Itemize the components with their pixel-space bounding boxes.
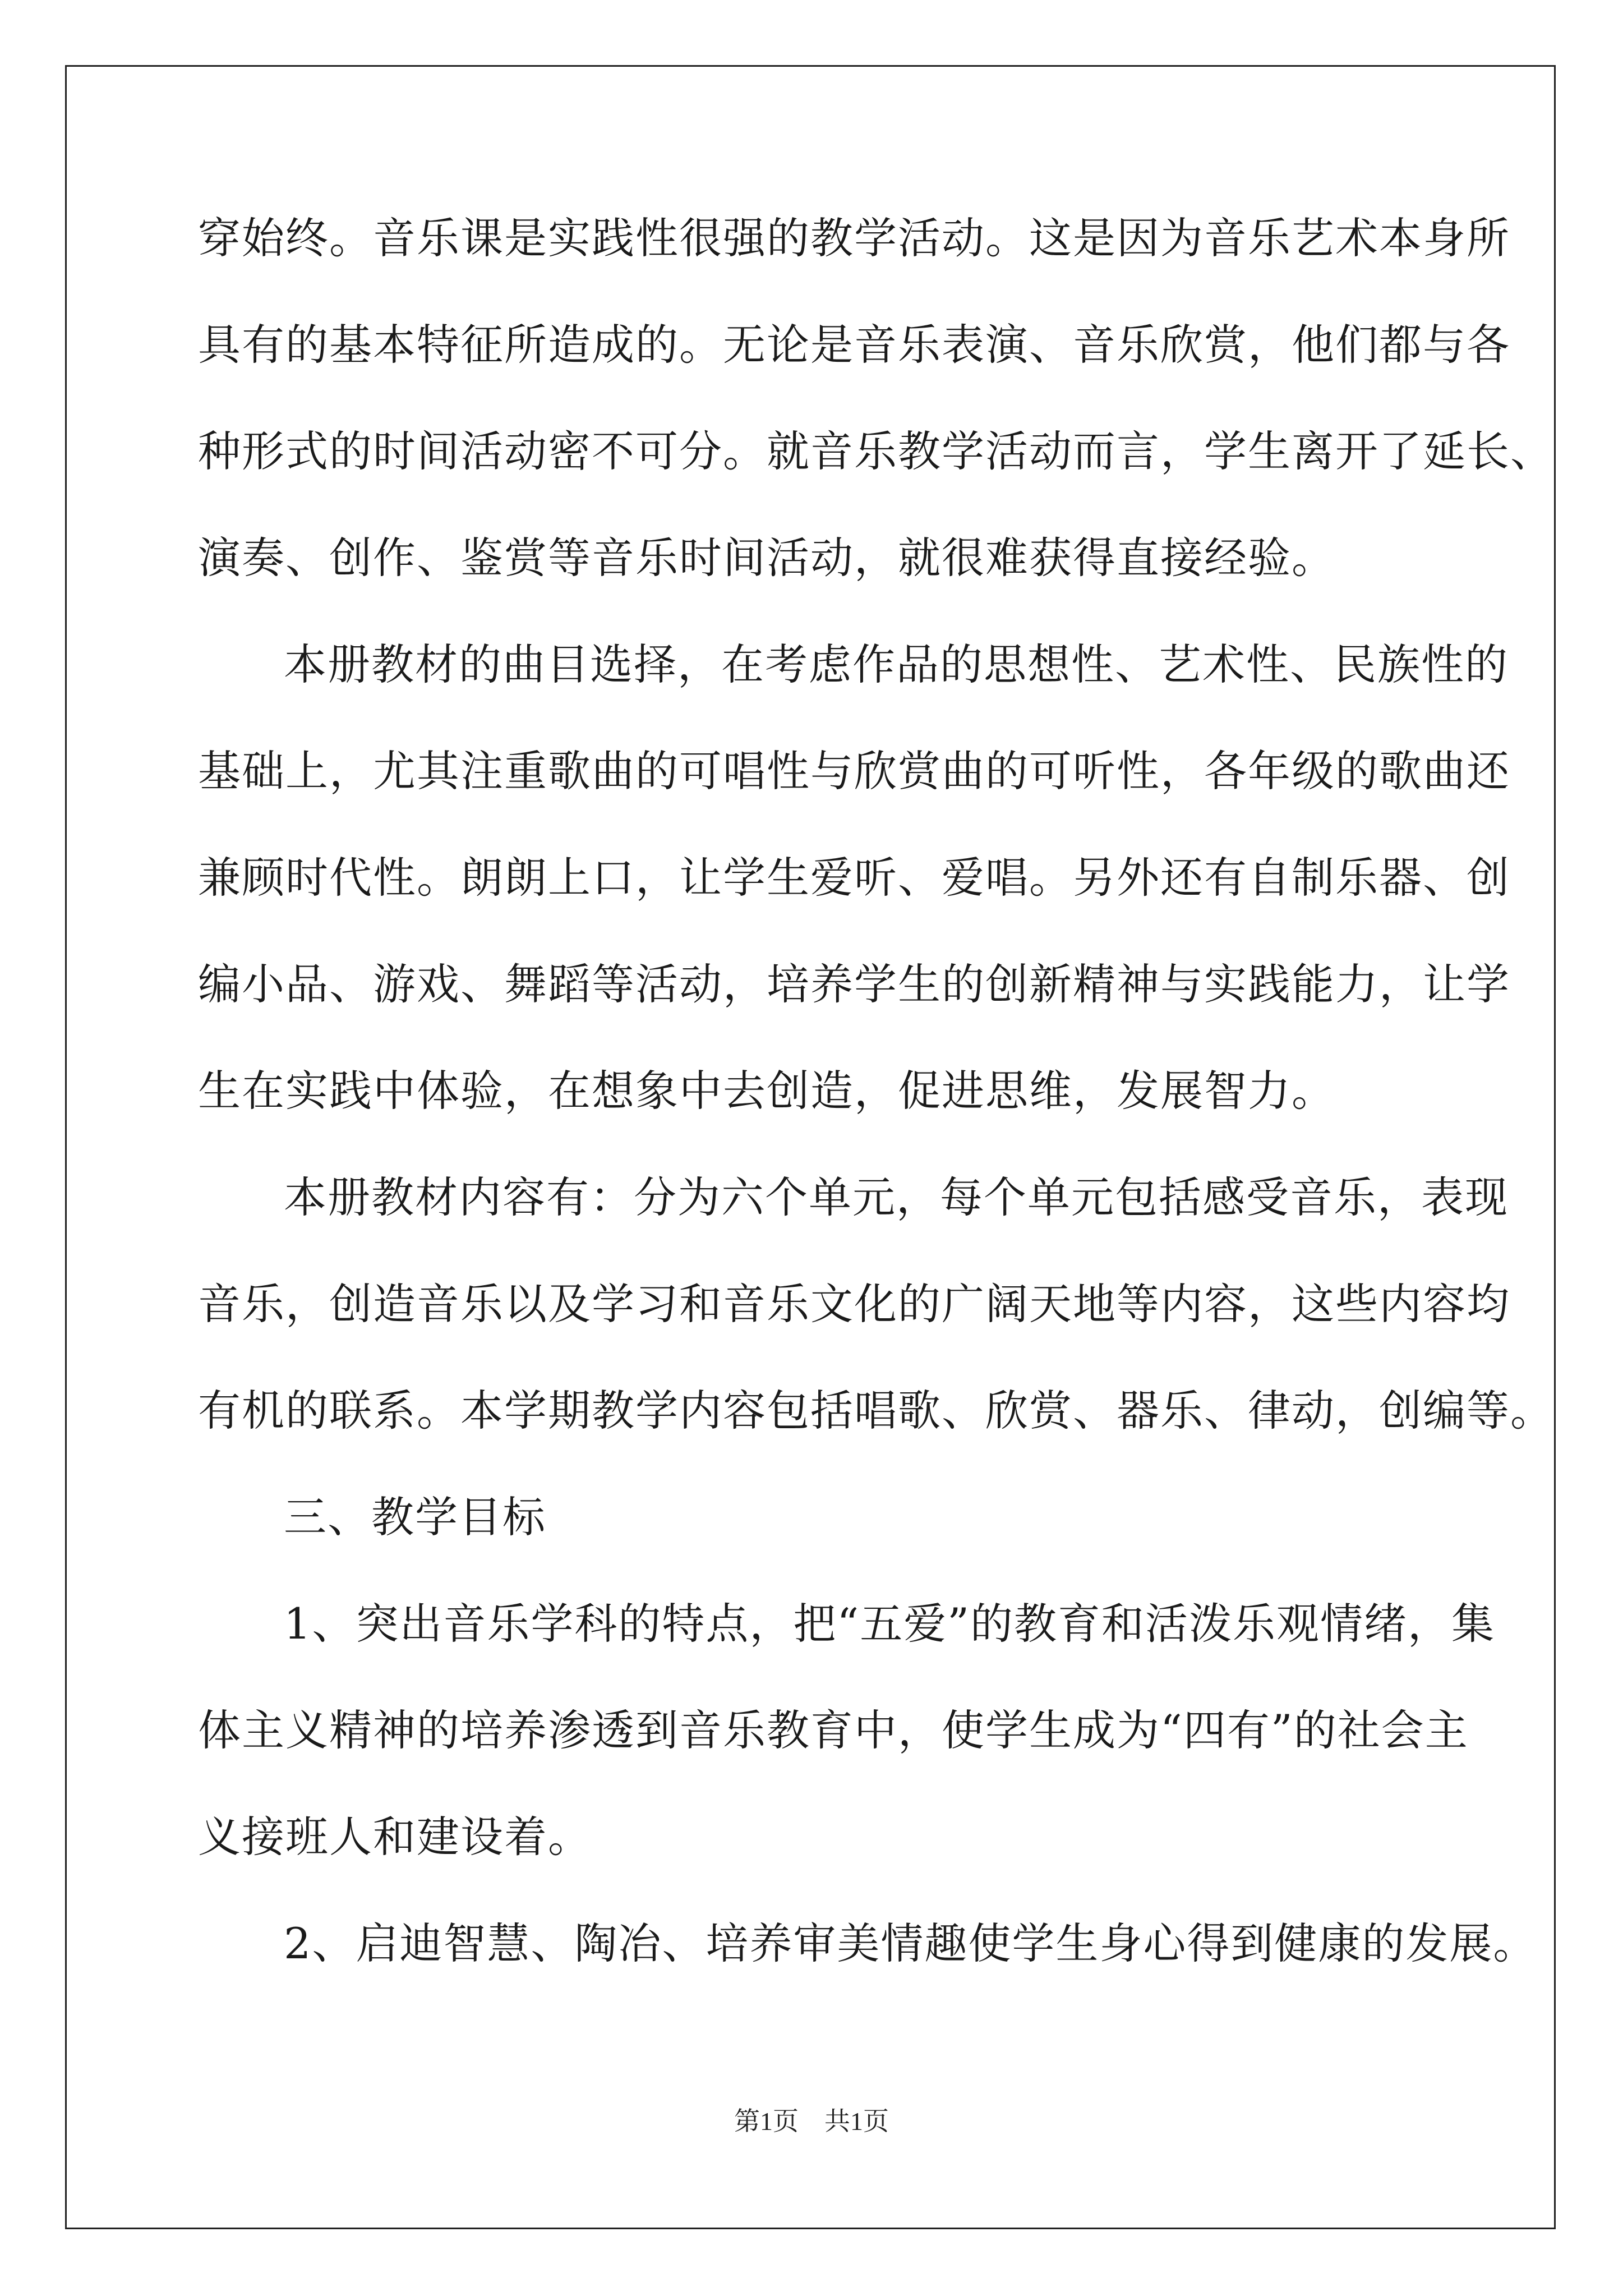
text-line: 有机的联系。本学期教学内容包括唱歌、欣赏、器乐、律动，创编等。 — [198, 1386, 1554, 1435]
text-line: 种形式的时间活动密不可分。就音乐教学活动而言，学生离开了延长、 — [198, 426, 1554, 476]
text-line: 基础上，尤其注重歌曲的可唱性与欣赏曲的可听性，各年级的歌曲还 — [198, 746, 1510, 796]
text-line: 体主义精神的培养渗透到音乐教育中，使学生成为“四有”的社会主 — [198, 1705, 1469, 1755]
section-heading: 三、教学目标 — [284, 1492, 546, 1542]
page-frame — [65, 65, 1556, 2229]
text-line: 义接班人和建设着。 — [198, 1812, 592, 1862]
text-line: 演奏、创作、鉴赏等音乐时间活动，就很难获得直接经验。 — [198, 533, 1335, 583]
text-line: 穿始终。音乐课是实践性很强的教学活动。这是因为音乐艺术本身所 — [198, 213, 1510, 263]
text-line: 生在实践中体验，在想象中去创造，促进思维，发展智力。 — [198, 1066, 1335, 1116]
paragraph-start: 本册教材的曲目选择，在考虑作品的思想性、艺术性、民族性的 — [284, 639, 1509, 689]
text-line: 编小品、游戏、舞蹈等活动，培养学生的创新精神与实践能力，让学 — [198, 959, 1510, 1009]
text-line: 兼顾时代性。朗朗上口，让学生爱听、爱唱。另外还有自制乐器、创 — [198, 853, 1510, 903]
paragraph-start: 本册教材内容有：分为六个单元，每个单元包括感受音乐，表现 — [284, 1172, 1509, 1222]
paragraph-start: 2、启迪智慧、陶冶、培养审美情趣使学生身心得到健康的发展。 — [284, 1918, 1537, 1968]
text-line: 具有的基本特征所造成的。无论是音乐表演、音乐欣赏，他们都与各 — [198, 320, 1510, 370]
page-footer: 第1页 共1页 — [734, 2107, 889, 2136]
paragraph-start: 1、突出音乐学科的特点，把“五爱”的教育和活泼乐观情绪，集 — [284, 1599, 1496, 1649]
text-line: 音乐，创造音乐以及学习和音乐文化的广阔天地等内容，这些内容均 — [198, 1279, 1510, 1329]
